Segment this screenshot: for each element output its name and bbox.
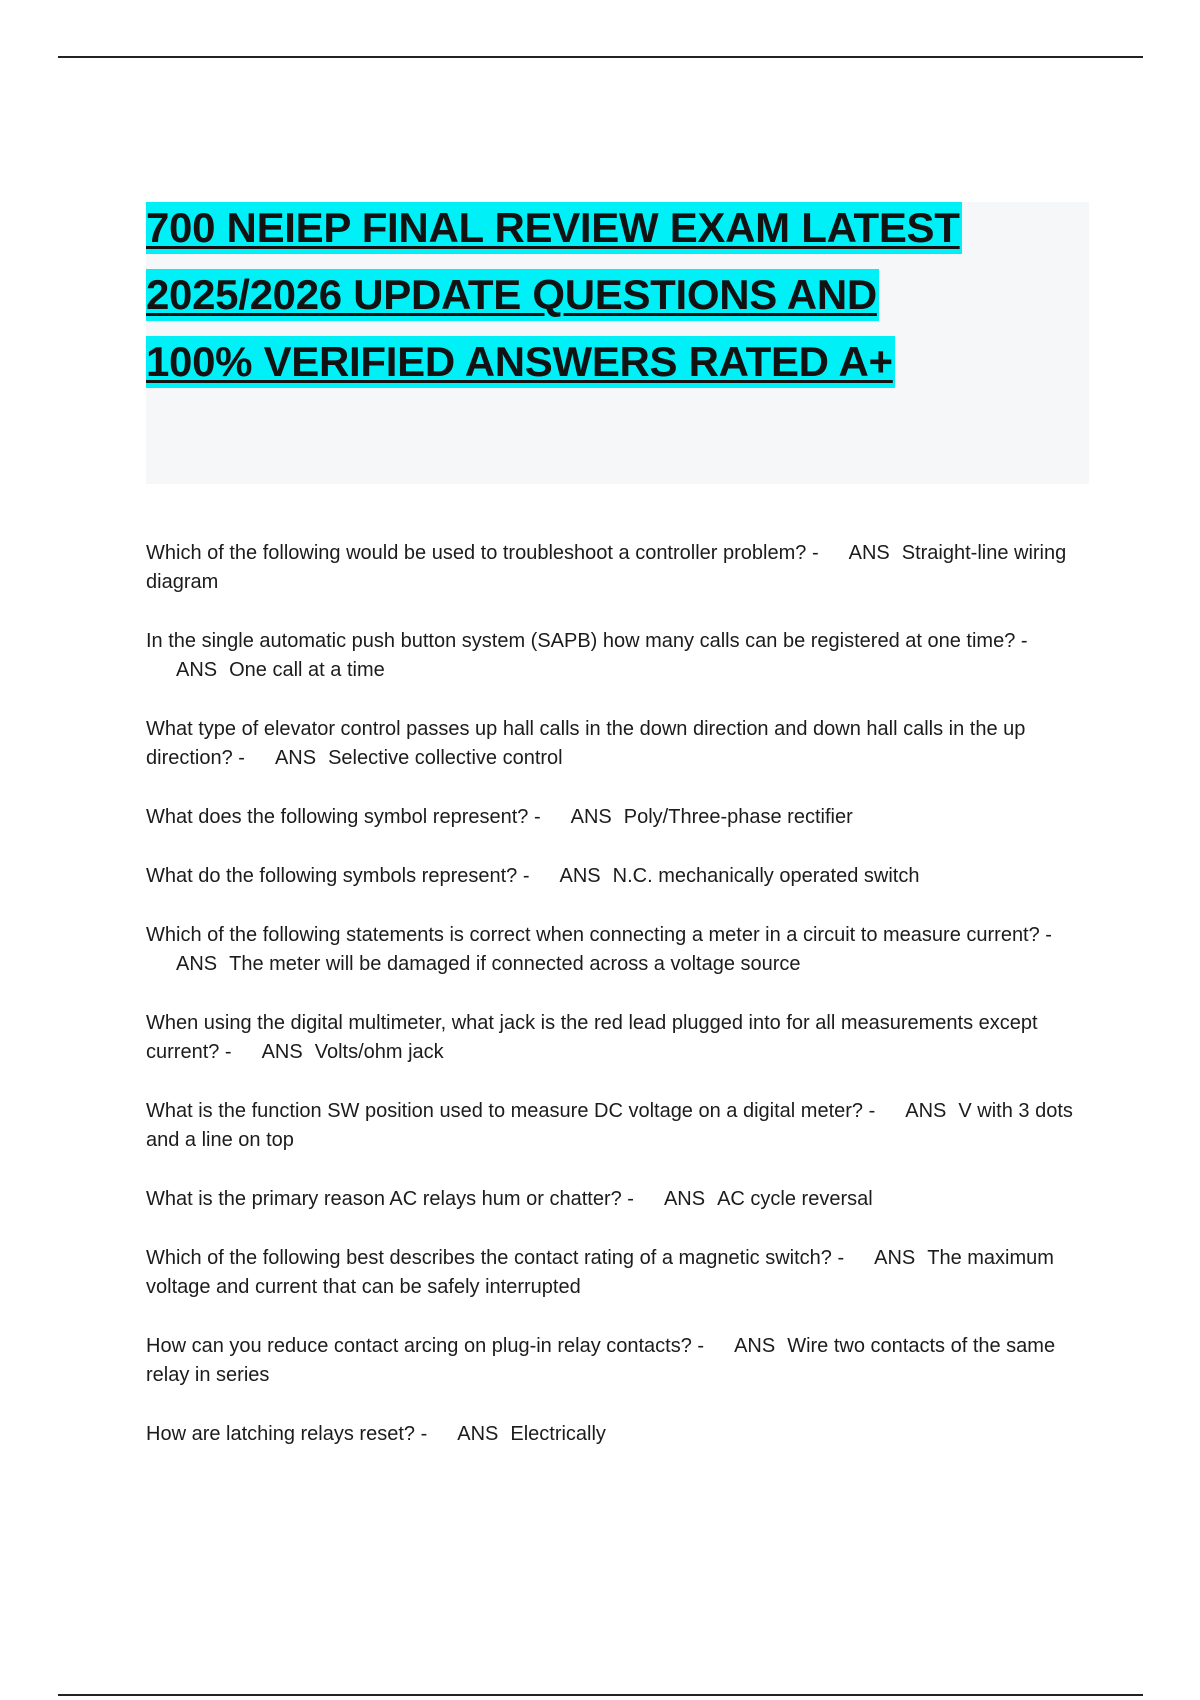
answer-marker: ANS — [261, 1041, 303, 1063]
answer-marker: ANS — [559, 865, 601, 887]
question-text: What is the function SW position used to measure DC voltage on a digital meter? - — [146, 1100, 876, 1122]
answer-text: The meter will be damaged if connected across a voltage source — [229, 953, 801, 975]
top-rule — [58, 56, 1143, 58]
qa-item — [146, 1332, 1081, 1390]
answer-marker: ANS — [663, 1188, 706, 1210]
answer-marker: ANS — [905, 1100, 947, 1122]
qa-item — [146, 539, 1081, 597]
answer-text: V with 3 dots and a line on top — [146, 1100, 1073, 1151]
qa-item — [146, 715, 1081, 773]
answer-text: One call at a time — [229, 659, 385, 681]
question-text: What do the following symbols represent? - — [146, 865, 530, 887]
question-text: How can you reduce contact arcing on plug-in relay contacts? - — [146, 1335, 705, 1357]
qa-item — [146, 627, 1081, 685]
question-text: Which of the following would be used to troubleshoot a controller problem? - — [146, 542, 819, 564]
question-text: What does the following symbol represent? - — [146, 806, 541, 828]
qa-list — [146, 539, 1081, 1479]
qa-item — [146, 803, 1081, 832]
question-text: Which of the following statements is correct when connecting a meter in a circuit to measure current? - — [146, 924, 1052, 946]
answer-marker: ANS — [274, 747, 317, 769]
answer-text: Straight-line wiring diagram — [146, 542, 1067, 593]
qa-item — [146, 921, 1081, 979]
qa-item — [146, 1097, 1081, 1155]
question-text: When using the digital multimeter, what jack is the red lead plugged into for all measurements except current? - — [146, 1012, 1038, 1063]
answer-marker: ANS — [176, 953, 218, 975]
question-text: What is the primary reason AC relays hum or chatter? - — [146, 1188, 634, 1210]
answer-marker: ANS — [457, 1423, 499, 1445]
question-text: How are latching relays reset? - — [146, 1423, 428, 1445]
bottom-rule — [58, 1694, 1143, 1696]
title-line-1: 700 NEIEP FINAL REVIEW EXAM LATEST — [146, 202, 962, 254]
answer-text: The maximum voltage and current that can be safely interrupted — [146, 1247, 1054, 1298]
qa-item — [146, 862, 1081, 891]
title-line-3: 100% VERIFIED ANSWERS RATED A+ — [146, 336, 895, 388]
answer-text: Volts/ohm jack — [314, 1041, 444, 1063]
answer-text: Wire two contacts of the same relay in series — [146, 1335, 1056, 1386]
qa-item — [146, 1185, 1081, 1214]
answer-text: Selective collective control — [328, 747, 563, 769]
answer-marker: ANS — [874, 1247, 916, 1269]
answer-text: Poly/Three-phase rectifier — [623, 806, 853, 828]
answer-text: N.C. mechanically operated switch — [612, 865, 920, 887]
qa-item — [146, 1420, 1081, 1449]
answer-marker: ANS — [848, 542, 890, 564]
answer-marker: ANS — [176, 659, 218, 681]
answer-text: AC cycle reversal — [717, 1188, 873, 1210]
question-text: What type of elevator control passes up hall calls in the down direction and down hall calls in the up direction? - — [146, 718, 1026, 769]
title-line-2: 2025/2026 UPDATE QUESTIONS AND — [146, 269, 879, 321]
qa-item — [146, 1244, 1081, 1302]
title-block — [146, 202, 1089, 484]
qa-item — [146, 1009, 1081, 1067]
answer-marker: ANS — [734, 1335, 776, 1357]
answer-text: Electrically — [510, 1423, 606, 1445]
question-text: Which of the following best describes the contact rating of a magnetic switch? - — [146, 1247, 845, 1269]
answer-marker: ANS — [570, 806, 612, 828]
question-text: In the single automatic push button system (SAPB) how many calls can be registered at one time? - — [146, 630, 1028, 652]
